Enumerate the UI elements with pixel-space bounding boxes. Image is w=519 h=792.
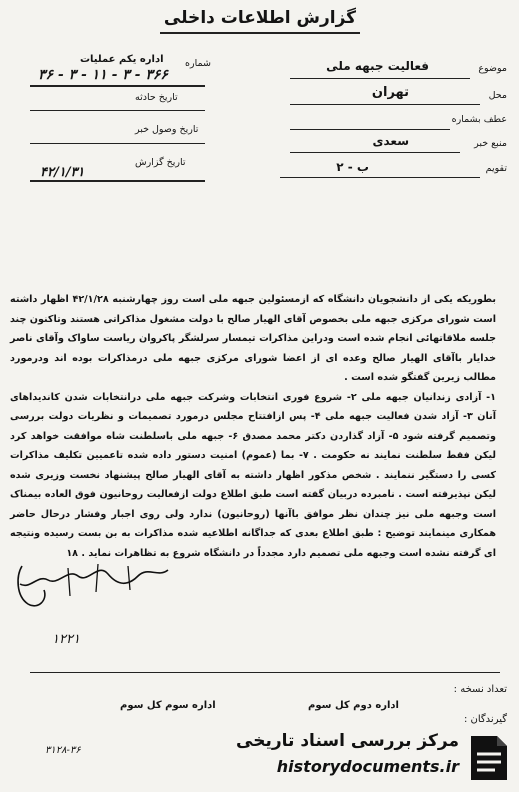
title-underline bbox=[160, 32, 360, 34]
copies-label: تعداد نسخه : bbox=[453, 684, 507, 695]
place-line bbox=[290, 104, 480, 105]
handwritten-ref-number: ۱۲۲۱ bbox=[52, 632, 80, 647]
body-paragraph-1: بطوریکه یکی از دانشجویان دانشگاه که ازمسئولین جبهه ملی است روز چهارشنبه ۴۲/۱/۲۸ اظهار داشته است شورای مرکزی جبهه ملی بخصوص آقای الهیار صالح با دولت مشغول مذاکراتی هستند وتاکنون چند جلسه ملاقاتهائی انجام شده است ودراین مذاکرات تیمسار سرلشگر پاکروان ریاست ساواک وآقای ناصر خدایار باآقای الهیار صالح وعده ای از اعضا شورای مرکزی جبهه ملی درمذاکرات بوده اند ودرمورد مطالب زیرین گفتگو شده است . bbox=[10, 294, 496, 383]
ref-line bbox=[290, 129, 450, 130]
event-date-label: تاریخ حادثه bbox=[135, 92, 178, 103]
rating-line bbox=[280, 177, 480, 178]
handwritten-note bbox=[8, 556, 178, 618]
source-value: سعدی bbox=[372, 134, 409, 148]
document-archive-icon bbox=[465, 732, 513, 784]
report-title: گزارش اطلاعات داخلی bbox=[163, 8, 357, 28]
number-label: شماره bbox=[185, 58, 211, 69]
report-body bbox=[10, 290, 496, 563]
subject-line bbox=[290, 78, 470, 79]
report-date-label: تاریخ گزارش bbox=[135, 157, 186, 168]
rating-value: ب - ۲ bbox=[336, 160, 369, 174]
watermark-logo bbox=[225, 728, 519, 792]
source-label: منبع خبر bbox=[474, 138, 507, 149]
footer-divider bbox=[30, 672, 500, 673]
recipients-label: گیرندگان : bbox=[463, 714, 507, 725]
dept3-recipient: اداره سوم کل سوم bbox=[120, 700, 216, 711]
site-url: historydocuments.ir bbox=[276, 757, 459, 776]
news-date-line bbox=[30, 143, 205, 144]
number-value: ۳۶ - ۳ - ۱۱ - ۳ - ۳۶۶ bbox=[38, 67, 168, 83]
place-value: تهران bbox=[371, 85, 409, 100]
body-paragraph-2: ۱- آزادی زندانیان جبهه ملی ۲- شروع فوری انتخابات وشرکت جبهه ملی درانتخابات شدن کاندیداهای آنان ۳- آزاد شدن فعالیت جبهه ملی ۴- پس ازافتتاح مجلس درمورد تصمیمات و نظریات دولت بررسی وتصمیم گرفته شود ۵- آزاد گذاردن دکتر محمد مصدق ۶- جبهه ملی باسلطنت شاه موافقت خواهد کرد لیکن فقط سلطنت نمایند نه حکومت . ۷- بما (عموم) امنیت دستور داده شده تاعمیین تکلیف مذاکرات کسی را دستگیر ننمایند . شخص مذکور اظهار داشته به آقای الهیار صالح پیشنهاد نخست وزیری شده لیکن نپذیرفته است . نامبرده دربیان گفته است طبق اطلاع دولت ازفعالیت روحانیون فوق العاده بیمناک است وجبهه ملی نیز چندان نظر موافق باآنها (روحانیون) ندارد ولی روی اجبار وفشار درحال حاضر همکاری مینمایند توضیح : طبق اطلاع بعدی که جداگانه اطلاعیه شده مذاکرات به بن بست رسیده ونتیجه ای گرفته نشده است وجبهه ملی تصمیم دارد مجدداً در دانشگاه شروع به تظاهرات نماید . ۱۸ bbox=[10, 391, 496, 559]
rating-label: تقویم bbox=[485, 163, 507, 174]
report-date-line bbox=[30, 180, 205, 182]
report-date-value: ۴۲/۱/۳۱ bbox=[40, 165, 85, 180]
number-line bbox=[30, 85, 205, 87]
ref-label: عطف بشماره bbox=[451, 114, 507, 125]
news-date-label: تاریخ وصول خبر bbox=[135, 124, 199, 135]
place-label: محل bbox=[488, 90, 507, 101]
source-line bbox=[290, 152, 460, 153]
office-line: اداره یکم عملیات bbox=[80, 54, 164, 65]
org-name: مرکز بررسی اسناد تاریخی bbox=[236, 731, 459, 751]
dept2-recipient: اداره دوم کل سوم bbox=[308, 700, 399, 711]
subject-value: فعالیت جبهه ملی bbox=[326, 59, 429, 73]
event-date-line bbox=[30, 110, 205, 111]
side-note-number: ۳۱۲۸-۳۶ bbox=[45, 745, 81, 756]
subject-label: موضوع bbox=[478, 63, 507, 74]
